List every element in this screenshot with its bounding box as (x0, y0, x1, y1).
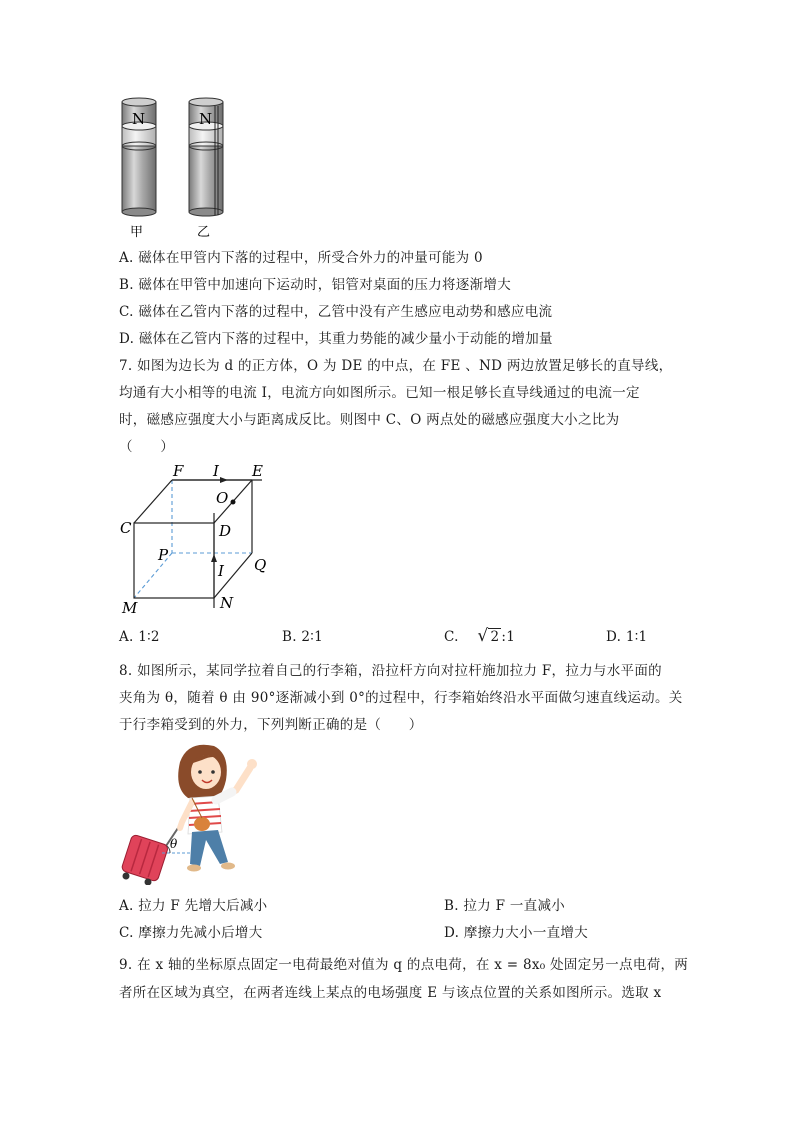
q8-girl-suitcase-figure (118, 740, 268, 885)
q7-cube-figure (112, 458, 282, 618)
sqrt-radicand: 2 (490, 629, 500, 645)
q8-stem-line1: 8. 如图所示，某同学拉着自己的行李箱，沿拉杆方向对拉杆施加拉力 F，拉力与水平面的 (119, 663, 662, 679)
magnet-n-label-yi: N (199, 110, 213, 128)
q8-option-a: A. 拉力 F 先增大后减小 (119, 898, 268, 914)
q7-stem-line3: 时，磁感应强度大小与距离成反比。则图中 C、O 两点处的磁感应强度大小之比为 (119, 412, 620, 428)
q7-option-c-suffix: :1 (501, 629, 516, 645)
q9-stem-line1: 9. 在 x 轴的坐标原点固定一电荷最绝对值为 q 的点电荷，在 x = 8x₀ 处固定另一点电荷，两 (119, 957, 689, 973)
q8-stem-line3: 于行李箱受到的外力，下列判断正确的是（ ） (119, 717, 423, 733)
current-arrow-top (220, 477, 228, 483)
tube-yi-label: 乙 (197, 225, 211, 240)
q8-stem-line2: 夹角为 θ，随着 θ 由 90°逐渐减小到 0°的过程中，行李箱始终沿水平面做匀速直线运动。关 (119, 690, 683, 706)
q8-option-d: D. 摩擦力大小一直增大 (444, 925, 589, 941)
q8-option-c: C. 摩擦力先减小后增大 (119, 925, 263, 941)
q7-stem-line2: 均通有大小相等的电流 I，电流方向如图所示。已知一根足够长直导线通过的电流一定 (119, 385, 640, 401)
q7-option-c-prefix: C. (444, 629, 459, 645)
girl-illustration (178, 745, 257, 872)
q6-tubes-figure (114, 92, 234, 242)
label-p: P (158, 546, 169, 564)
q7-option-d: D. 1∶1 (606, 629, 648, 645)
sqrt-expression: √ 2 (477, 626, 500, 646)
theta-label: θ (170, 837, 178, 851)
q7-stem-line4: （ ） (119, 439, 175, 455)
q9-stem-line2: 者所在区域为真空，在两者连线上某点的电场强度 E 与该点位置的关系如图所示。选取 x (119, 985, 662, 1001)
label-n: N (220, 594, 234, 612)
q6-option-a: A. 磁体在甲管内下落的过程中，所受合外力的冲量可能为 0 (119, 250, 483, 266)
q6-option-d: D. 磁体在乙管内下落的过程中，其重力势能的减少量小于动能的增加量 (119, 331, 553, 347)
q6-option-c: C. 磁体在乙管内下落的过程中，乙管中没有产生感应电动势和感应电流 (119, 304, 553, 320)
label-i-top: I (213, 462, 219, 480)
label-d: D (219, 522, 232, 540)
q7-option-c (444, 626, 515, 646)
q6-option-b: B. 磁体在甲管中加速向下运动时，铝管对桌面的压力将逐渐增大 (119, 277, 512, 293)
label-q: Q (254, 556, 267, 574)
q7-option-a: A. 1∶2 (119, 629, 160, 645)
tube-jia-label: 甲 (130, 225, 144, 240)
label-m: M (122, 599, 138, 617)
label-f: F (173, 462, 184, 480)
point-o (231, 500, 236, 505)
label-c: C (120, 519, 132, 537)
label-o: O (216, 489, 229, 507)
q8-option-b: B. 拉力 F 一直减小 (444, 898, 566, 914)
label-e: E (252, 462, 263, 480)
current-arrow-vertical (211, 554, 217, 562)
label-i-vertical: I (218, 562, 224, 580)
magnet-n-label-jia: N (132, 110, 146, 128)
q7-option-b: B. 2∶1 (282, 629, 323, 645)
q7-stem-line1: 7. 如图为边长为 d 的正方体，O 为 DE 的中点，在 FE 、ND 两边放置足够长的直导线， (119, 358, 673, 374)
